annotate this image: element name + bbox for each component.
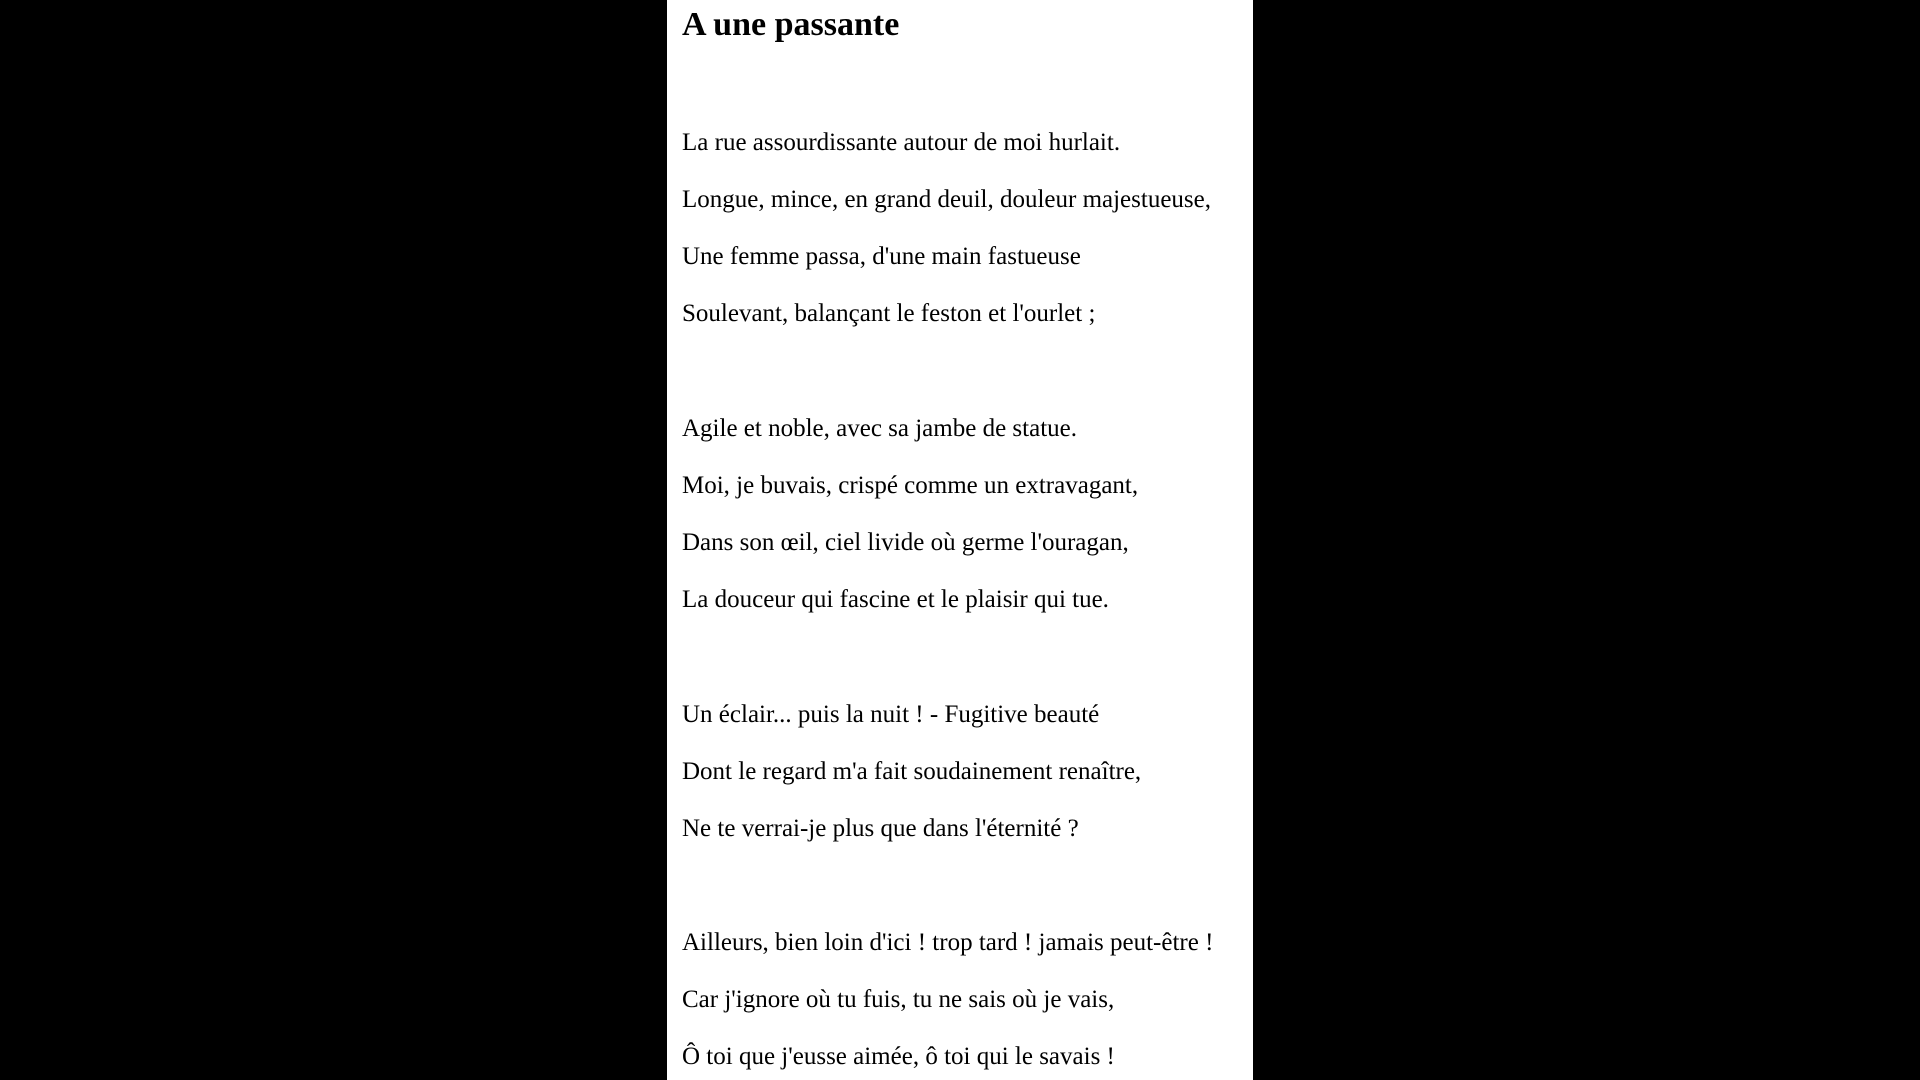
poem-line: Soulevant, balançant le feston et l'ourlet ;: [682, 300, 1096, 327]
poem-line: Ne te verrai-je plus que dans l'éternité ?: [682, 815, 1079, 842]
poem-line: Une femme passa, d'une main fastueuse: [682, 243, 1081, 270]
poem-title: A une passante: [682, 6, 900, 43]
poem-line: Un éclair... puis la nuit ! - Fugitive beauté: [682, 701, 1100, 728]
poem-line: Moi, je buvais, crispé comme un extravagant,: [682, 472, 1139, 499]
poem-line: Ô toi que j'eusse aimée, ô toi qui le savais !: [682, 1043, 1115, 1070]
poem-line: Ailleurs, bien loin d'ici ! trop tard ! jamais peut-être !: [682, 929, 1214, 956]
poem-page: [667, 0, 1253, 1080]
poem-line: La douceur qui fascine et le plaisir qui tue.: [682, 586, 1109, 613]
poem-line: Agile et noble, avec sa jambe de statue.: [682, 415, 1077, 442]
poem-line: Longue, mince, en grand deuil, douleur majestueuse,: [682, 186, 1212, 213]
poem-line: Dont le regard m'a fait soudainement renaître,: [682, 758, 1142, 785]
poem-line: La rue assourdissante autour de moi hurlait.: [682, 129, 1121, 156]
poem-line: Car j'ignore où tu fuis, tu ne sais où je vais,: [682, 986, 1115, 1013]
poem-line: Dans son œil, ciel livide où germe l'ouragan,: [682, 529, 1129, 556]
